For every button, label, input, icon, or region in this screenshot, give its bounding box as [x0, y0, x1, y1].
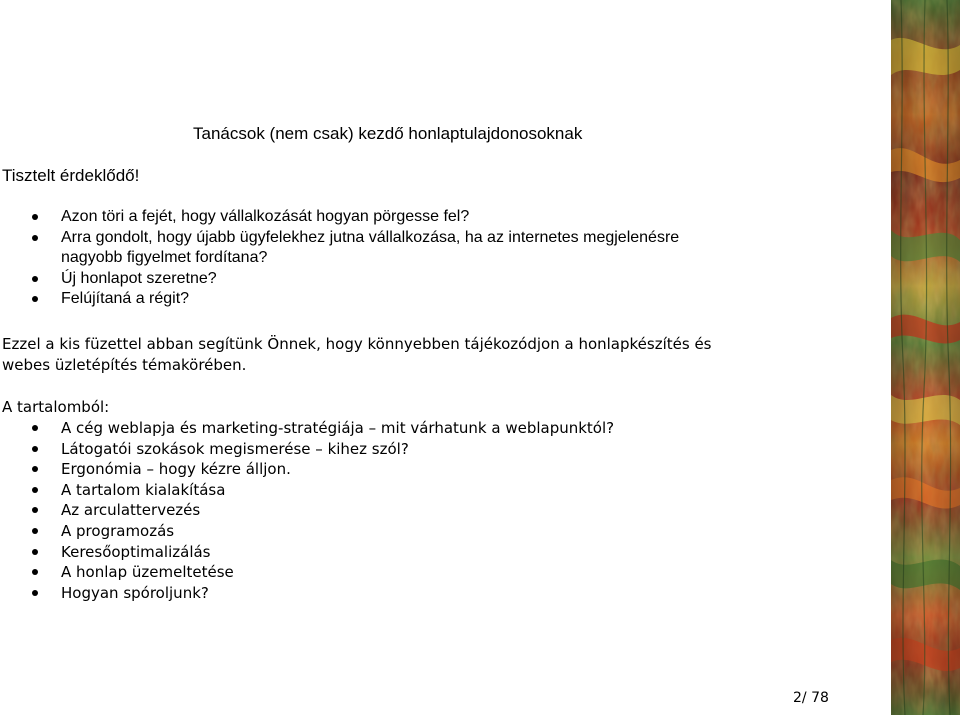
greeting: Tisztelt érdeklődő!: [2, 166, 140, 185]
list-item: Az arculattervezés: [0, 500, 870, 521]
list-item: [0, 289, 870, 310]
contents-heading: A tartalomból:: [2, 398, 110, 416]
list-item: Keresőoptimalizálás: [0, 542, 870, 563]
list-item: A cég weblapja és marketing-stratégiája – mit várhatunk a weblapunktól?: [0, 418, 870, 439]
page-number: 2/ 78: [793, 690, 829, 706]
list-item: [0, 207, 870, 228]
list-item: [0, 269, 870, 290]
list-item-text: Felújítaná a régit?: [61, 290, 190, 307]
list-item: [0, 228, 870, 269]
list-item: A tartalom kialakítása: [0, 480, 870, 501]
painting-image: [891, 0, 960, 715]
list-item-text: Arra gondolt, hogy újabb ügyfelekhez jutna vállalkozása, ha az internetes megjelenésre: [61, 228, 680, 246]
list-item: Hogyan spóroljunk?: [0, 583, 870, 604]
list-item-text: Új honlapot szeretne?: [61, 269, 217, 287]
intro-paragraph: [2, 334, 832, 376]
list-item: A programozás: [0, 521, 870, 542]
question-list: [0, 207, 870, 310]
list-item: Ergonómia – hogy kézre álljon.: [0, 459, 870, 480]
contents-list: [0, 418, 870, 603]
list-item: A honlap üzemeltetése: [0, 562, 870, 583]
intro-line: webes üzletépítés témakörében.: [2, 356, 247, 374]
list-item-text: Azon töri a fejét, hogy vállalkozását hogyan pörgesse fel?: [61, 208, 470, 225]
intro-line: Ezzel a kis füzettel abban segítünk Önnek, hogy könnyebben tájékozódjon a honlapkészítés és: [2, 335, 712, 353]
list-item-text-continued: nagyobb figyelmet fordítana?: [61, 249, 268, 266]
decorative-painting-strip: [891, 0, 960, 715]
list-item: Látogatói szokások megismerése – kihez szól?: [0, 439, 870, 460]
document-title: Tanácsok (nem csak) kezdő honlaptulajdonosoknak: [193, 124, 583, 143]
